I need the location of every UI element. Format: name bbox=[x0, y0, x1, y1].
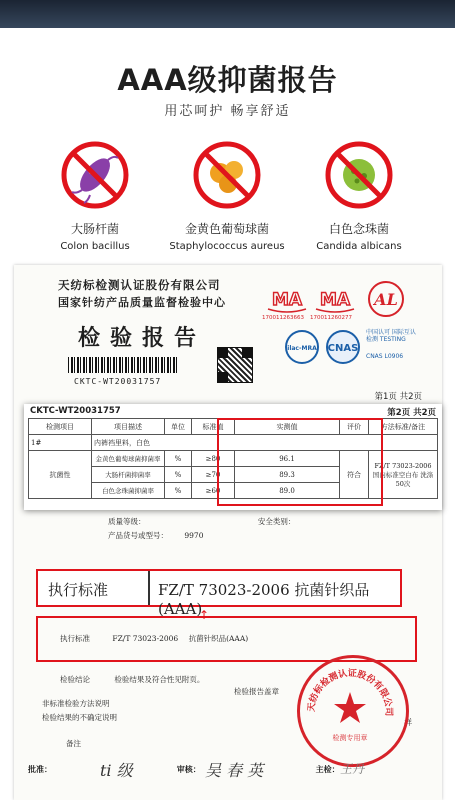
barcode-icon bbox=[68, 357, 178, 373]
signature-reviewer: 吴 春 英 bbox=[205, 761, 264, 780]
ilac-mra-logo bbox=[284, 329, 320, 369]
product-line bbox=[28, 530, 418, 541]
quality-line bbox=[28, 516, 418, 527]
germ-name-cn: 大肠杆菌 bbox=[70, 222, 119, 236]
germ-name-cn: 金黄色葡萄球菌 bbox=[184, 222, 269, 236]
safety-class-label: 安全类别： bbox=[257, 517, 296, 526]
e-coli-bacteria-icon bbox=[60, 140, 130, 210]
item-value: 89.0 bbox=[235, 483, 340, 499]
report-org-name: 天纺标检测认证股份有限公司 bbox=[58, 278, 221, 292]
table-header-cell: 标准值 bbox=[192, 419, 235, 435]
sheet-page: 第2页 共2页 bbox=[387, 408, 436, 418]
germ-card-ecoli bbox=[20, 140, 170, 252]
sample-no: 1# bbox=[29, 435, 92, 451]
highlight-box-values bbox=[217, 418, 383, 506]
germ-name-en: Candida albicans bbox=[316, 241, 402, 252]
signature-approver: ti 级 bbox=[100, 761, 133, 780]
cma-logo-1 bbox=[264, 285, 310, 317]
product-no: 9970 bbox=[184, 531, 204, 540]
item-std: ≥60 bbox=[192, 483, 235, 499]
table-header-cell: 项目描述 bbox=[92, 419, 165, 435]
approve-label: 批准： bbox=[28, 764, 52, 774]
conclusion-label: 检验结论 bbox=[60, 675, 90, 684]
big-exec-value: FZ/T 73023-2006 抗菌针织品(AAA) bbox=[158, 581, 370, 618]
cnas-logo bbox=[322, 329, 364, 369]
report-org-center: 国家针纺产品质量监督检验中心 bbox=[58, 296, 226, 309]
table-header-cell: 单位 bbox=[165, 419, 192, 435]
svg-text:AL: AL bbox=[374, 290, 398, 309]
uncertainty-label: 检验结果的不确定说明 bbox=[42, 713, 117, 722]
report-number: CKTC-WT20031757 bbox=[74, 377, 162, 386]
germ-name-en: Colon bacillus bbox=[60, 241, 130, 252]
method-cell: FZ/T 73023-2006 国内标准空白布 洗涤50次 bbox=[369, 451, 438, 499]
svg-text:MA: MA bbox=[271, 290, 303, 310]
sheet-number: CKTC-WT20031757 bbox=[30, 406, 121, 416]
germ-card-staphylococcus bbox=[152, 140, 302, 252]
ilac-text: ilac-MRA bbox=[287, 345, 317, 352]
remark-label: 备注 bbox=[66, 739, 81, 748]
nonstd-label: 非标准检验方法说明 bbox=[42, 699, 110, 708]
item-unit: % bbox=[165, 483, 192, 499]
table-header-cell: 实测值 bbox=[235, 419, 340, 435]
item-std: ≥70 bbox=[192, 467, 235, 483]
quality-grade-label: 质量等级： bbox=[108, 517, 146, 526]
item-value: 89.3 bbox=[235, 467, 340, 483]
top-banner bbox=[0, 0, 455, 28]
seal-text: 天纺标检测认证股份有限公司 bbox=[306, 668, 394, 717]
main-label: 主检： bbox=[315, 764, 340, 774]
highlight-exec-standard-large bbox=[36, 569, 402, 618]
arrow-up-icon: ↑ bbox=[199, 608, 210, 622]
germ-name-cn: 白色念珠菌 bbox=[328, 222, 389, 236]
germ-card-candida bbox=[284, 140, 434, 252]
qr-code-icon bbox=[217, 347, 253, 383]
signature-inspector: 王丹 bbox=[340, 762, 365, 776]
category-cell: 抗菌性 bbox=[29, 451, 92, 499]
cal-logo bbox=[366, 279, 406, 323]
table-header-cell: 评价 bbox=[340, 419, 369, 435]
exec-code: FZ/T 73023-2006 bbox=[112, 634, 179, 643]
exec-name: 抗菌针织品(AAA) bbox=[188, 634, 249, 643]
page-title: AAA级抑菌报告 bbox=[117, 63, 338, 97]
cnas-description: 中国认可 国际互认 检测 TESTING bbox=[366, 329, 416, 343]
exec-line bbox=[28, 633, 418, 644]
sample-mark: 样 bbox=[404, 718, 412, 727]
item-unit: % bbox=[165, 467, 192, 483]
item-desc: 大肠杆菌抑菌率 bbox=[92, 467, 165, 483]
page-subtitle: 用芯呵护 畅享舒适 bbox=[164, 104, 291, 119]
svg-text:MA: MA bbox=[319, 290, 351, 310]
staphylococcus-icon bbox=[192, 140, 262, 210]
item-desc: 白色念珠菌抑菌率 bbox=[92, 483, 165, 499]
cma-logo-2 bbox=[312, 285, 358, 317]
cma-number-1: 170011263663 bbox=[262, 315, 304, 321]
seal-sub: 检测专用章 bbox=[332, 734, 368, 742]
sample-desc: 内裤裆里料，白色 bbox=[92, 435, 438, 451]
evaluation-cell: 符合 bbox=[340, 451, 369, 499]
conclusion-text: 检验结果及符合性见附页。 bbox=[114, 675, 205, 684]
cnas-text: CNAS bbox=[327, 343, 359, 354]
germ-name-en: Staphylococcus aureus bbox=[169, 241, 285, 252]
item-unit: % bbox=[165, 451, 192, 467]
results-sheet bbox=[24, 404, 442, 510]
big-exec-label: 执行标准 bbox=[48, 581, 109, 599]
candida-icon bbox=[324, 140, 394, 210]
report-title: 检验报告 bbox=[78, 325, 207, 351]
product-no-label: 产品货号或型号： bbox=[108, 531, 168, 540]
official-seal bbox=[297, 655, 409, 767]
item-std: ≥80 bbox=[192, 451, 235, 467]
item-value: 96.1 bbox=[235, 451, 340, 467]
item-desc: 金黄色葡萄球菌抑菌率 bbox=[92, 451, 165, 467]
seal-caption: 检验报告盖章 bbox=[234, 687, 279, 696]
table-header-cell: 方法标准/备注 bbox=[369, 419, 438, 435]
review-label: 审核： bbox=[176, 764, 201, 774]
cnas-code: CNAS L0906 bbox=[366, 353, 404, 360]
cma-number-2: 170011260277 bbox=[310, 315, 352, 321]
page-indicator-1: 第1页 共2页 bbox=[374, 392, 422, 402]
table-header-cell: 检测项目 bbox=[29, 419, 92, 435]
exec-label: 执行标准 bbox=[60, 634, 90, 643]
